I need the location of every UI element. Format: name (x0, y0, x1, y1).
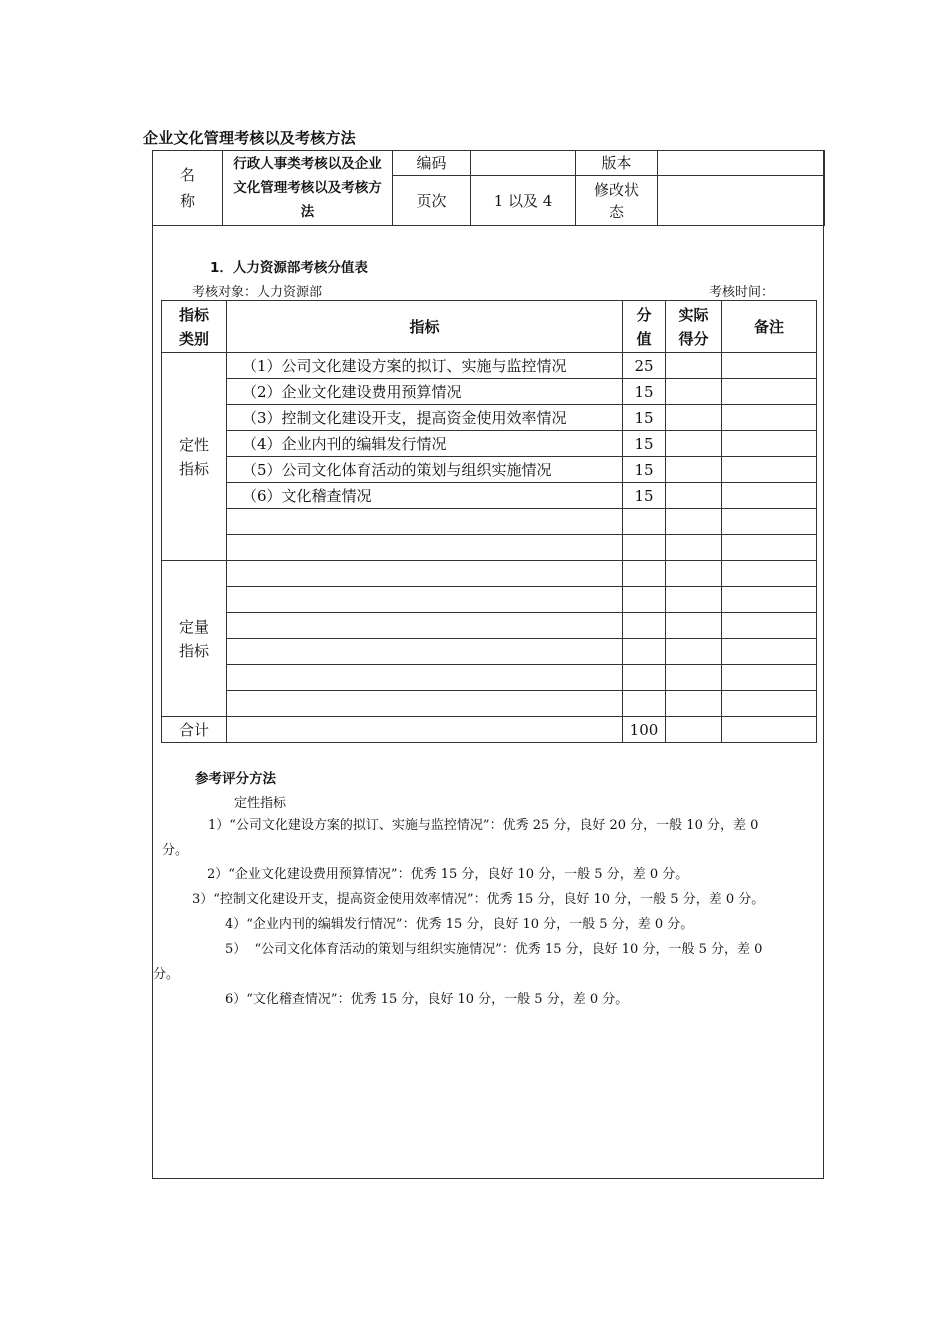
remark-cell (722, 431, 817, 457)
remark-cell (722, 691, 817, 717)
remark-cell (722, 535, 817, 561)
table-row (162, 509, 817, 535)
assessment-time-label: 考核时间： (709, 285, 775, 300)
remark-cell (722, 405, 817, 431)
actual-score-cell (666, 691, 722, 717)
actual-score-cell (666, 587, 722, 613)
remark-cell (722, 613, 817, 639)
method-subtitle: 定性指标 (234, 796, 287, 811)
indicator-cell (227, 691, 623, 717)
actual-score-cell (666, 431, 722, 457)
rule-line: 4）“企业内刊的编辑发行情况”：优秀 15 分，良好 10 分，一般 5 分，差 0 分。 (225, 917, 694, 932)
remark-cell (722, 665, 817, 691)
total-score: 100 (623, 717, 666, 743)
table-row (162, 665, 817, 691)
page-label: 页次 (393, 176, 471, 226)
indicator-cell (227, 535, 623, 561)
table-row (162, 613, 817, 639)
indicator-cell (227, 561, 623, 587)
score-table (161, 300, 817, 743)
remark-cell (722, 483, 817, 509)
remark-cell (722, 457, 817, 483)
indicator-cell: （1）公司文化建设方案的拟订、实施与监控情况 (227, 353, 623, 379)
header-remark: 备注 (722, 301, 817, 353)
indicator-cell: （2）企业文化建设费用预算情况 (227, 379, 623, 405)
version-value (658, 151, 825, 176)
total-actual-score-cell (666, 717, 722, 743)
actual-score-cell (666, 613, 722, 639)
score-cell (623, 665, 666, 691)
header-indicator: 指标 (227, 301, 623, 353)
remark-cell (722, 587, 817, 613)
total-label: 合计 (162, 717, 227, 743)
table-row (162, 639, 817, 665)
table-row (162, 587, 817, 613)
score-cell: 25 (623, 353, 666, 379)
method-title: 参考评分方法 (195, 771, 276, 787)
name-label: 名 称 (153, 151, 223, 226)
remark-cell (722, 379, 817, 405)
table-row (162, 379, 817, 405)
actual-score-cell (666, 405, 722, 431)
indicator-cell (227, 665, 623, 691)
remark-cell (722, 509, 817, 535)
score-cell (623, 535, 666, 561)
rule-line: 3）“控制文化建设开支，提高资金使用效率情况”：优秀 15 分，良好 10 分，一般 5 分，差 0 分。 (192, 892, 765, 907)
rule-line: 分。 (153, 967, 180, 982)
score-cell (623, 509, 666, 535)
document-title: 企业文化管理考核以及考核方法 (143, 129, 356, 147)
indicator-cell: （5）公司文化体育活动的策划与组织实施情况 (227, 457, 623, 483)
code-label: 编码 (393, 151, 471, 176)
quantitative-category: 定量 指标 (162, 561, 227, 717)
header-category: 指标 类别 (162, 301, 227, 353)
assessment-subject: 考核对象：人力资源部 (192, 285, 323, 300)
indicator-cell (227, 639, 623, 665)
score-cell (623, 691, 666, 717)
actual-score-cell (666, 561, 722, 587)
remark-cell (722, 561, 817, 587)
table-row (162, 431, 817, 457)
actual-score-cell (666, 665, 722, 691)
revision-label: 修改状 态 (576, 176, 658, 226)
score-cell: 15 (623, 405, 666, 431)
indicator-cell: （3）控制文化建设开支，提高资金使用效率情况 (227, 405, 623, 431)
indicator-cell: （4）企业内刊的编辑发行情况 (227, 431, 623, 457)
rule-line: 1）“公司文化建设方案的拟订、实施与监控情况”：优秀 25 分，良好 20 分，一般 10 分，差 0 (208, 818, 759, 833)
score-cell: 15 (623, 457, 666, 483)
actual-score-cell (666, 639, 722, 665)
table-row (162, 561, 817, 587)
actual-score-cell (666, 509, 722, 535)
score-cell (623, 587, 666, 613)
table-row (162, 535, 817, 561)
total-indicator-cell (227, 717, 623, 743)
actual-score-cell (666, 379, 722, 405)
actual-score-cell (666, 535, 722, 561)
score-cell (623, 561, 666, 587)
rule-line: 2）“企业文化建设费用预算情况”：优秀 15 分，良好 10 分，一般 5 分，差 0 分。 (207, 867, 689, 882)
score-cell: 15 (623, 483, 666, 509)
rule-line: 5） “公司文化体育活动的策划与组织实施情况”：优秀 15 分，良好 10 分，一般 5 分，差 0 (225, 942, 763, 957)
indicator-cell (227, 587, 623, 613)
table-row (162, 457, 817, 483)
header-score: 分 值 (623, 301, 666, 353)
code-value (471, 151, 576, 176)
actual-score-cell (666, 457, 722, 483)
table-row (162, 405, 817, 431)
remark-cell (722, 639, 817, 665)
indicator-cell (227, 613, 623, 639)
qualitative-category: 定性 指标 (162, 353, 227, 561)
actual-score-cell (666, 353, 722, 379)
table-row (162, 691, 817, 717)
section-heading: 1．人力资源部考核分值表 (210, 260, 368, 276)
header-actual-score: 实际 得分 (666, 301, 722, 353)
indicator-cell: （6）文化稽查情况 (227, 483, 623, 509)
score-cell (623, 639, 666, 665)
table-row (162, 483, 817, 509)
rule-line: 分。 (162, 843, 189, 858)
total-remark-cell (722, 717, 817, 743)
total-row (162, 717, 817, 743)
score-cell: 15 (623, 431, 666, 457)
version-label: 版本 (576, 151, 658, 176)
rule-line: 6）“文化稽查情况”：优秀 15 分，良好 10 分，一般 5 分，差 0 分。 (225, 992, 629, 1007)
header-table (152, 150, 825, 226)
actual-score-cell (666, 483, 722, 509)
indicator-cell (227, 509, 623, 535)
score-cell (623, 613, 666, 639)
table-row (162, 353, 817, 379)
score-cell: 15 (623, 379, 666, 405)
remark-cell (722, 353, 817, 379)
name-value: 行政人事类考核以及企业文化管理考核以及考核方法 (223, 151, 393, 226)
revision-value (658, 176, 825, 226)
page-value: 1 以及 4 (471, 176, 576, 226)
